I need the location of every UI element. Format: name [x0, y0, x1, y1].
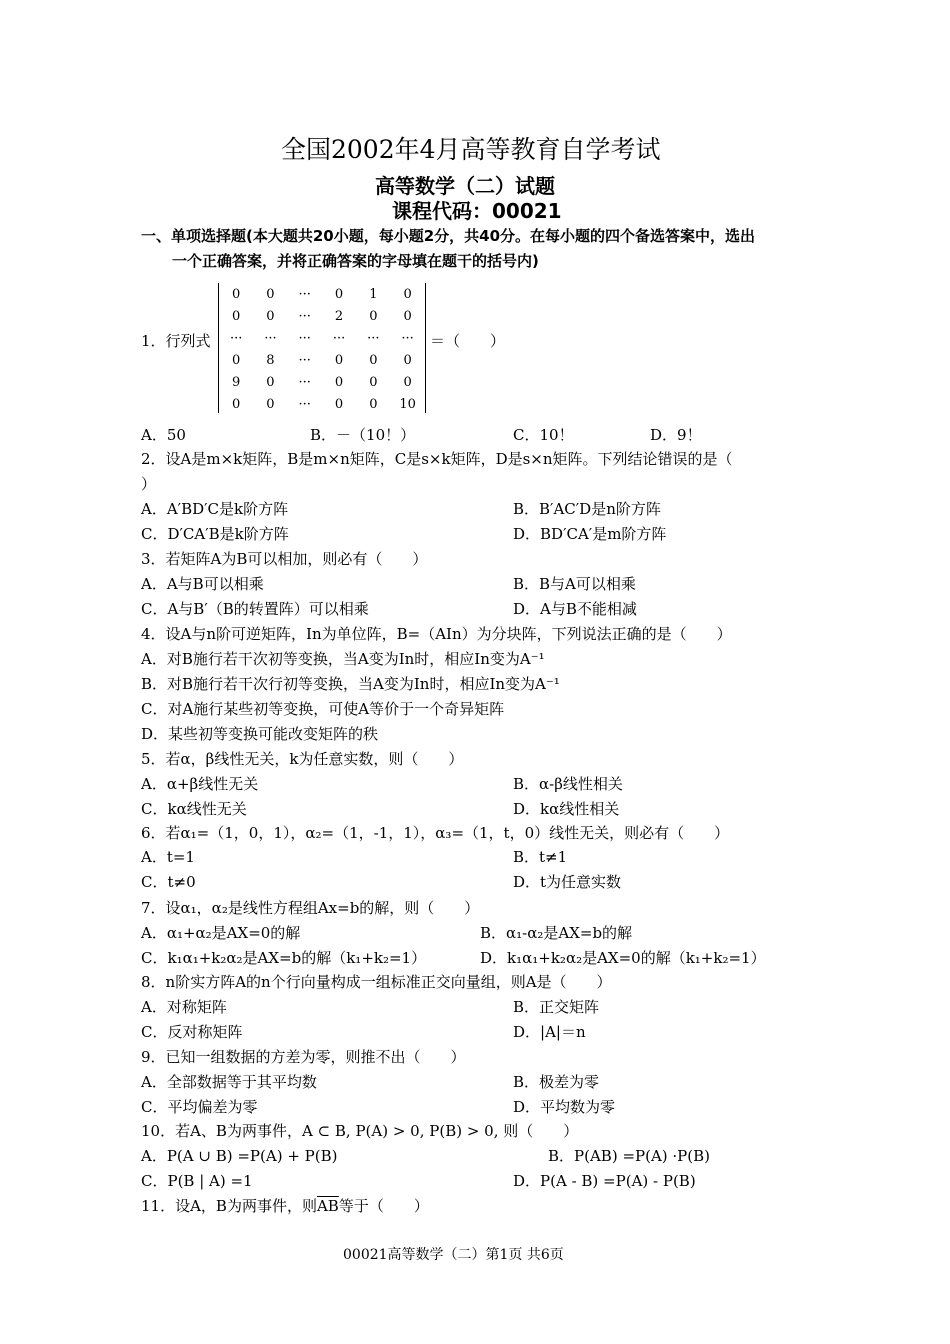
q2-option-b: B．B′AC′D是n阶方阵 [513, 500, 661, 518]
matrix-cell: 0 [369, 352, 378, 368]
matrix-row [219, 393, 425, 415]
exam-subject: 高等数学（二）试题 [375, 174, 555, 198]
q7-stem: 7．设α₁，α₂是线性方程组Ax=b的解，则（ ） [141, 899, 480, 917]
matrix-cell: 8 [266, 352, 275, 368]
q8-option-a: A．对称矩阵 [141, 998, 227, 1016]
q11-overline-ab: $\overline{AB}$ [316, 1197, 339, 1215]
matrix-cell: 0 [369, 396, 378, 412]
q3-option-c: C．A与B′（B的转置阵）可以相乘 [141, 600, 369, 618]
q8-option-c: C．反对称矩阵 [141, 1023, 243, 1041]
matrix-cell: 0 [232, 308, 241, 324]
course-code: 课程代码：00021 [392, 199, 562, 223]
q9-option-b: B．极差为零 [513, 1073, 600, 1091]
q4-option-c: C．对A施行某些初等变换，可使A等价于一个奇异矩阵 [141, 700, 505, 718]
q11-stem-prefix: 11．设A，B为两事件，则 [141, 1197, 317, 1215]
matrix-cell: 0 [266, 396, 275, 412]
matrix-cell: 1 [369, 286, 378, 302]
matrix-cell: ··· [332, 330, 346, 346]
q5-option-b: B．α-β线性相关 [513, 775, 623, 793]
matrix-row [219, 349, 425, 371]
q10-option-d: D．P(A - B) =P(A) - P(B) [513, 1172, 696, 1190]
section-heading: 一、单项选择题(本大题共20小题，每小题2分，共40分。在每小题的四个备选答案中，选出 [141, 227, 756, 245]
q2-option-a: A．A′BD′C是k阶方阵 [141, 500, 289, 518]
matrix-cell: 0 [232, 286, 241, 302]
q2-stem-cont: ） [141, 475, 157, 493]
q1-answer-bracket: ＝（ ） [430, 332, 506, 350]
q9-option-a: A．全部数据等于其平均数 [141, 1073, 317, 1091]
matrix-cell: ··· [298, 308, 311, 324]
matrix-cell: 0 [266, 286, 275, 302]
page-footer: 00021高等数学（二）第1页 共6页 [343, 1247, 564, 1263]
q10-option-a: A．P(A ∪ B) =P(A) + P(B) [141, 1147, 338, 1165]
matrix-cell: 9 [232, 374, 241, 390]
matrix-cell: ··· [367, 330, 380, 346]
q10-option-b: B．P(AB) =P(A) ·P(B) [548, 1147, 710, 1165]
q6-option-d: D．t为任意实数 [513, 873, 622, 891]
q8-option-b: B．正交矩阵 [513, 998, 600, 1016]
matrix-cell: 0 [403, 352, 412, 368]
q3-option-a: A．A与B可以相乘 [141, 575, 264, 593]
q3-stem: 3．若矩阵A为B可以相加，则必有（ ） [141, 550, 428, 568]
matrix-row [219, 305, 425, 327]
q6-stem: 6．若α₁=（1，0，1），α₂=（1，-1，1），α₃=（1，t，0）线性无关，则必有（ ） [141, 824, 730, 842]
matrix-cell: 0 [232, 396, 241, 412]
q6-option-a: A．t=1 [141, 848, 195, 866]
q10-stem: 10．若A、B为两事件，A ⊂ B, P(A) > 0, P(B) > 0, 则（ ） [141, 1122, 579, 1140]
q8-option-d: D．|A|＝n [513, 1023, 586, 1041]
exam-title: 全国2002年4月高等教育自学考试 [281, 135, 661, 164]
q1-option-c: C．10！ [513, 426, 574, 444]
matrix-cell: 0 [266, 308, 275, 324]
q3-option-d: D．A与B不能相减 [513, 600, 637, 618]
matrix-cell: 10 [399, 396, 416, 412]
q7-option-a: A．α₁+α₂是AX=0的解 [141, 924, 301, 942]
q4-option-d: D．某些初等变换可能改变矩阵的秩 [141, 725, 379, 743]
q7-option-c: C．k₁α₁+k₂α₂是AX=b的解（k₁+k₂=1） [141, 949, 427, 967]
matrix-cell: 0 [334, 396, 344, 412]
matrix-cell: 0 [232, 352, 241, 368]
matrix-cell: ··· [401, 330, 414, 346]
q3-option-b: B．B与A可以相乘 [513, 575, 636, 593]
q11-stem [141, 1199, 429, 1214]
matrix-cell: ··· [298, 374, 311, 390]
matrix-cell: ··· [298, 352, 311, 368]
matrix-cell: 0 [403, 286, 412, 302]
q1-determinant [218, 283, 426, 413]
matrix-cell: 0 [334, 374, 344, 390]
matrix-row [219, 371, 425, 393]
matrix-cell: ··· [264, 330, 277, 346]
matrix-cell: 0 [334, 352, 344, 368]
q4-option-a: A．对B施行若干次初等变换，当A变为In时，相应In变为A⁻¹ [141, 650, 545, 668]
matrix-cell: 0 [403, 374, 412, 390]
q6-option-b: B．t≠1 [513, 848, 568, 866]
matrix-row [219, 283, 425, 305]
q9-option-c: C．平均偏差为零 [141, 1098, 258, 1116]
q8-stem: 8．n阶实方阵A的n个行向量构成一组标准正交向量组，则A是（ ） [141, 973, 612, 991]
q5-option-a: A．α+β线性无关 [141, 775, 259, 793]
q11-stem-suffix: 等于（ ） [338, 1197, 429, 1215]
matrix-cell: ··· [298, 330, 311, 346]
matrix-cell: 0 [266, 374, 275, 390]
q2-stem: 2．设A是m×k矩阵，B是m×n矩阵，C是s×k矩阵，D是s×n矩阵。下列结论错误的是（ [141, 450, 733, 468]
matrix-cell: ··· [298, 396, 311, 412]
q1-option-a: A．50 [141, 426, 186, 444]
q5-option-d: D．kα线性相关 [513, 800, 620, 818]
q7-option-d: D．k₁α₁+k₂α₂是AX=0的解（k₁+k₂=1） [480, 949, 766, 967]
q4-stem: 4．设A与n阶可逆矩阵，In为单位阵，B=（AIn）为分块阵，下列说法正确的是（ ） [141, 625, 732, 643]
q5-option-c: C．kα线性无关 [141, 800, 247, 818]
matrix-cell: 2 [334, 308, 344, 324]
q1-stem: 1．行列式 [141, 332, 211, 350]
matrix-cell: ··· [229, 330, 243, 346]
q6-option-c: C．t≠0 [141, 873, 196, 891]
section-heading-cont: 一个正确答案，并将正确答案的字母填在题干的括号内) [172, 252, 539, 270]
q1-option-d: D．9！ [650, 426, 702, 444]
matrix-cell: 0 [403, 308, 412, 324]
matrix-row [219, 327, 425, 349]
matrix-cell: ··· [298, 286, 311, 302]
q5-stem: 5．若α，β线性无关，k为任意实数，则（ ） [141, 750, 464, 768]
q10-option-c: C．P(B | A) =1 [141, 1172, 253, 1190]
q9-option-d: D．平均数为零 [513, 1098, 616, 1116]
q4-option-b: B．对B施行若干次行初等变换，当A变为In时，相应In变为A⁻¹ [141, 675, 560, 693]
q2-option-c: C．D′CA′B是k阶方阵 [141, 525, 289, 543]
q1-option-b: B．－（10！） [310, 426, 416, 444]
q9-stem: 9．已知一组数据的方差为零，则推不出（ ） [141, 1048, 466, 1066]
q7-option-b: B．α₁-α₂是AX=b的解 [480, 924, 633, 942]
matrix-cell: 0 [334, 286, 344, 302]
q2-option-d: D．BD′CA′是m阶方阵 [513, 525, 667, 543]
matrix-cell: 0 [369, 374, 378, 390]
matrix-cell: 0 [369, 308, 378, 324]
